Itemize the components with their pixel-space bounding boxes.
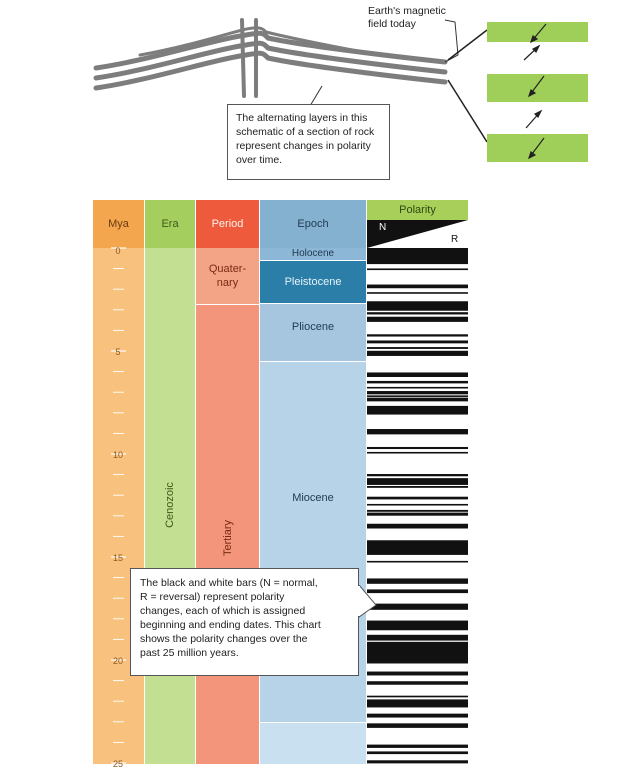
polarity-normal-bar	[367, 745, 468, 748]
polarity-normal-bar	[367, 621, 468, 631]
mya-header: Mya	[93, 200, 144, 248]
era-header: Era	[145, 200, 195, 248]
miocene-label: Miocene	[292, 492, 334, 504]
polarity-normal-bar	[367, 672, 468, 676]
polarity-normal-bar	[367, 452, 468, 454]
polarity-normal-bar	[367, 510, 468, 512]
polarity-normal-bar	[367, 578, 468, 583]
polarity-normal-bar	[367, 561, 468, 563]
polarity-caption-line-6: past 25 million years.	[140, 647, 239, 659]
polarity-normal-bar	[367, 681, 468, 685]
polarity-normal-bar	[367, 395, 468, 397]
epoch-oligocene-cell	[260, 723, 366, 764]
polarity-normal-bar	[367, 486, 468, 488]
polarity-caption	[130, 568, 359, 676]
polarity-normal-bar	[367, 751, 468, 754]
era-label: Cenozoic	[164, 482, 176, 528]
magnetic-field-label-line2: field today	[368, 18, 416, 30]
polarity-header	[367, 200, 468, 248]
polarity-normal-bar	[367, 398, 468, 402]
quaternary-line1: Quater-	[208, 263, 247, 275]
rock-layers-caption	[227, 104, 390, 180]
mya-tick-label: 20	[112, 656, 124, 666]
polarity-normal-bar	[367, 474, 468, 476]
polarity-caption-line-4: beginning and ending dates. This chart	[140, 619, 321, 631]
polarity-normal-bar	[367, 340, 468, 343]
polarity-normal-bar	[367, 317, 468, 322]
polarity-reversed-background	[367, 248, 468, 764]
polarity-normal-bar	[367, 447, 468, 449]
polarity-normal-bar	[367, 347, 468, 349]
polarity-normal-bar	[367, 387, 468, 389]
polarity-normal-bar	[367, 391, 468, 394]
polarity-normal-bar	[367, 372, 468, 377]
mya-tick-label: 25	[112, 759, 124, 769]
polarity-normal-bar	[367, 301, 468, 310]
polarity-caption-line-1: The black and white bars (N = normal,	[140, 577, 318, 589]
period-quaternary-label	[196, 262, 259, 290]
polarity-normal-bar	[367, 604, 468, 610]
polarity-normal-bar	[367, 406, 468, 415]
field-label-leader	[445, 20, 458, 62]
polarity-normal-bar	[367, 714, 468, 718]
polarity-normal-bar	[367, 292, 468, 294]
pleistocene-label: Pleistocene	[284, 276, 342, 288]
rock-caption-line-4: over time.	[236, 154, 283, 166]
polarity-normal-bar	[367, 642, 468, 664]
polarity-normal-bar	[367, 429, 468, 434]
mya-tick-label: 0	[115, 246, 121, 256]
polarity-normal-bar	[367, 589, 468, 593]
rock-caption-line-3: represent changes in polarity	[236, 140, 371, 152]
polarity-normal-bar	[367, 334, 468, 336]
polarity-normal-bar	[367, 478, 468, 485]
polarity-normal-bar	[367, 696, 468, 698]
period-header: Period	[196, 200, 259, 248]
polarity-caption-line-3: changes, each of which is assigned	[140, 605, 306, 617]
polarity-normal-bar	[367, 540, 468, 555]
mya-scale	[93, 240, 144, 770]
quaternary-line2: nary	[216, 277, 239, 289]
pliocene-label: Pliocene	[291, 321, 335, 333]
mya-tick-label: 5	[115, 347, 121, 357]
epoch-header: Epoch	[260, 200, 366, 248]
polarity-normal-bar	[367, 381, 468, 383]
polarity-normal-bar	[367, 635, 468, 641]
caption-pointer	[350, 585, 380, 625]
polarity-normal-bar	[367, 699, 468, 707]
field-box-middle	[487, 74, 588, 102]
polarity-normal-bar	[367, 285, 468, 289]
mya-tick-label: 15	[112, 553, 124, 563]
holocene-label: Holocene	[291, 248, 335, 259]
polarity-caption-line-5: shows the polarity changes over the	[140, 633, 308, 645]
mya-tick-label: 10	[112, 450, 124, 460]
polarity-normal-bar	[367, 524, 468, 529]
polarity-normal-bar	[367, 513, 468, 516]
polarity-normal-bar	[367, 504, 468, 506]
polarity-title: Polarity	[367, 200, 468, 220]
polarity-normal-bar	[367, 497, 468, 500]
polarity-column	[367, 248, 468, 764]
rock-caption-line-1: The alternating layers in this	[236, 112, 368, 124]
rock-caption-line-2: schematic of a section of rock	[236, 126, 375, 138]
field-direction-boxes	[484, 12, 604, 182]
polarity-normal-bar	[367, 351, 468, 356]
polarity-normal-bar	[367, 760, 468, 763]
polarity-r-label: R	[451, 234, 459, 245]
magnetic-field-label-line1: Earth's magnetic	[368, 5, 446, 17]
polarity-normal-bar	[367, 268, 468, 270]
polarity-normal-bar	[367, 723, 468, 728]
polarity-normal-bar	[367, 312, 468, 314]
polarity-caption-line-2: R = reversal) represent polarity	[140, 591, 285, 603]
magnetic-field-label	[368, 5, 446, 31]
polarity-n-label: N	[379, 222, 387, 233]
polarity-normal-bar	[367, 248, 468, 264]
period-tertiary-label: Tertiary	[222, 519, 234, 557]
field-box-bottom	[487, 134, 588, 162]
